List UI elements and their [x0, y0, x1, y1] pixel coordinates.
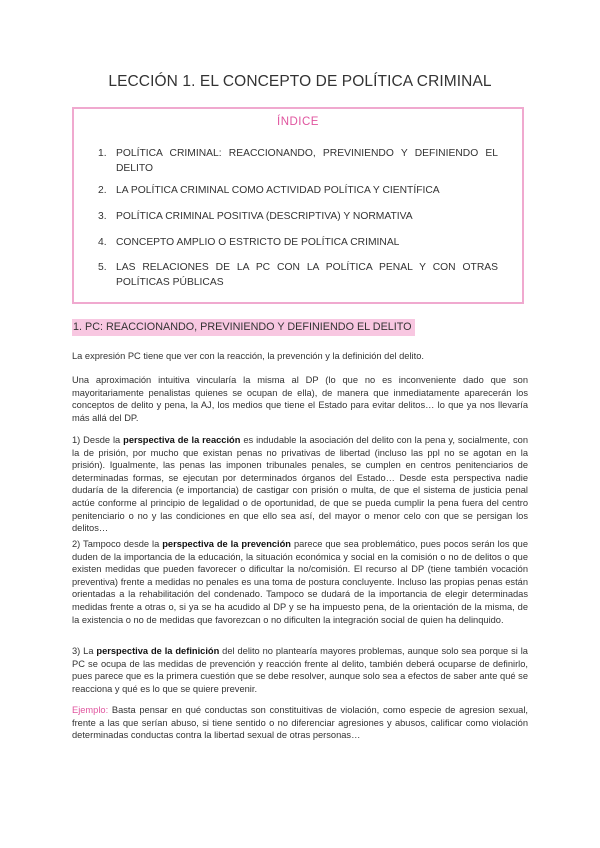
- example-label: Ejemplo:: [72, 705, 109, 715]
- paragraph-reaction: [72, 434, 528, 535]
- paragraph-approximation: Una aproximación intuitiva vincularía la misma al DP (lo que no es inconveniente dado que son mayoritariamente penalistas quienes se ocupan de ella), de manera que inmediatamente aparecerán los conceptos de delito y pena, la AJ, los medios que tiene el Estado para evitar delitos… lo que ya nos llevaría más allá del DP.: [72, 375, 528, 423]
- paragraph-prevention: [72, 538, 528, 626]
- paragraph-body: del delito no plantearía mayores problemas, aunque solo sea porque si la PC se ocupa de las medidas de prevención y reacción frente al delito, también deberá ocuparse de definirlo, pues parece que es la primera cuestión que se debe resolver, aunque solo sea a efectos de saber ante qué se reacciona y qué es lo que se quiere prevenir.: [72, 646, 528, 694]
- paragraph-prefix: 2) Tampoco desde la: [72, 539, 163, 549]
- paragraph-body: parece que sea problemático, pues pocos serán los que duden de la importancia de la educación, la situación económica y social en la comisión o no de delitos o que existen medidas que pueden favorecer o dificultar la no/comisión. El recurso al DP (tiene también vocación preventiva) frente a medidas no penales es una toma de postura concluyente. Incluso las propias penas están orientadas a la rehabilitación del condenado. Tampoco se dudará de la importancia de elegir determinadas medidas frente a otras o, si ya se ha acudido al DP y se ha impuesto pena, de la orientación de la misma, de la existencia o no de medidas que favorezcan o no dificulten la integración social de quien ha delinquido.: [72, 539, 528, 625]
- index-box: [72, 107, 524, 304]
- index-item-text: LAS RELACIONES DE LA PC CON LA POLÍTICA PENAL Y CON OTRAS POLÍTICAS PÚBLICAS: [116, 262, 498, 288]
- section-heading: 1. PC: REACCIONANDO, PREVINIENDO Y DEFINIENDO EL DELITO: [72, 319, 415, 336]
- paragraph-prefix: 1) Desde la: [72, 435, 124, 445]
- bold-term-definition: perspectiva de la definición: [96, 646, 220, 656]
- index-item-number: 5.: [98, 262, 107, 273]
- index-item-text: CONCEPTO AMPLIO O ESTRICTO DE POLÍTICA CRIMINAL: [116, 237, 400, 248]
- index-item-text: POLÍTICA CRIMINAL: REACCIONANDO, PREVINIENDO Y DEFINIENDO EL DELITO: [116, 148, 498, 174]
- paragraph-body: Basta pensar en qué conductas son constituitivas de violación, como especie de agresion sexual, frente a las que serían abuso, si tiene sentido o no diferenciar agresiones y abusos, calificar como violación determinadas conductas contra la libertad sexual de otras personas…: [72, 705, 528, 741]
- paragraph-definition: [72, 645, 528, 695]
- index-item-number: 1.: [98, 148, 107, 159]
- index-item-number: 3.: [98, 211, 107, 222]
- paragraph-intro: La expresión PC tiene que ver con la reacción, la prevención y la definición del delito.: [72, 351, 424, 361]
- index-item-number: 2.: [98, 185, 107, 196]
- paragraph-body: es indudable la asociación del delito con la pena y, socialmente, con la de prisión, por mucho que existan penas no privativas de libertad (incluso las ppl no se agotan en la prisión). Igualmente, las penas las imponen tribunales penales, se cumplen en centros penitenciarios de determinadas formas, se ejecutan por determinados órganos del Estado… Desde esta perspectiva nadie dudaría de la diferencia (e importancia) de castigar con prisión o multa, de que el sistema de justicia penal actúe conforme al principio de legalidad o de oportunidad, de que se pueda cumplir la pena fuera del centro penitenciario o no y las condiciones en que ello sea así, del mayor o menor celo con que se persigan los delitos…: [72, 435, 528, 534]
- index-title: ÍNDICE: [277, 116, 319, 128]
- index-item-text: POLÍTICA CRIMINAL POSITIVA (DESCRIPTIVA) Y NORMATIVA: [116, 211, 413, 222]
- index-item-text: LA POLÍTICA CRIMINAL COMO ACTIVIDAD POLÍTICA Y CIENTÍFICA: [116, 185, 440, 196]
- paragraph-prefix: 3) La: [72, 646, 97, 656]
- document-title: LECCIÓN 1. EL CONCEPTO DE POLÍTICA CRIMINAL: [108, 73, 492, 90]
- index-item-number: 4.: [98, 237, 107, 248]
- bold-term-prevention: perspectiva de la prevención: [162, 539, 291, 549]
- paragraph-example: [72, 704, 528, 742]
- bold-term-reaction: perspectiva de la reacción: [123, 435, 241, 445]
